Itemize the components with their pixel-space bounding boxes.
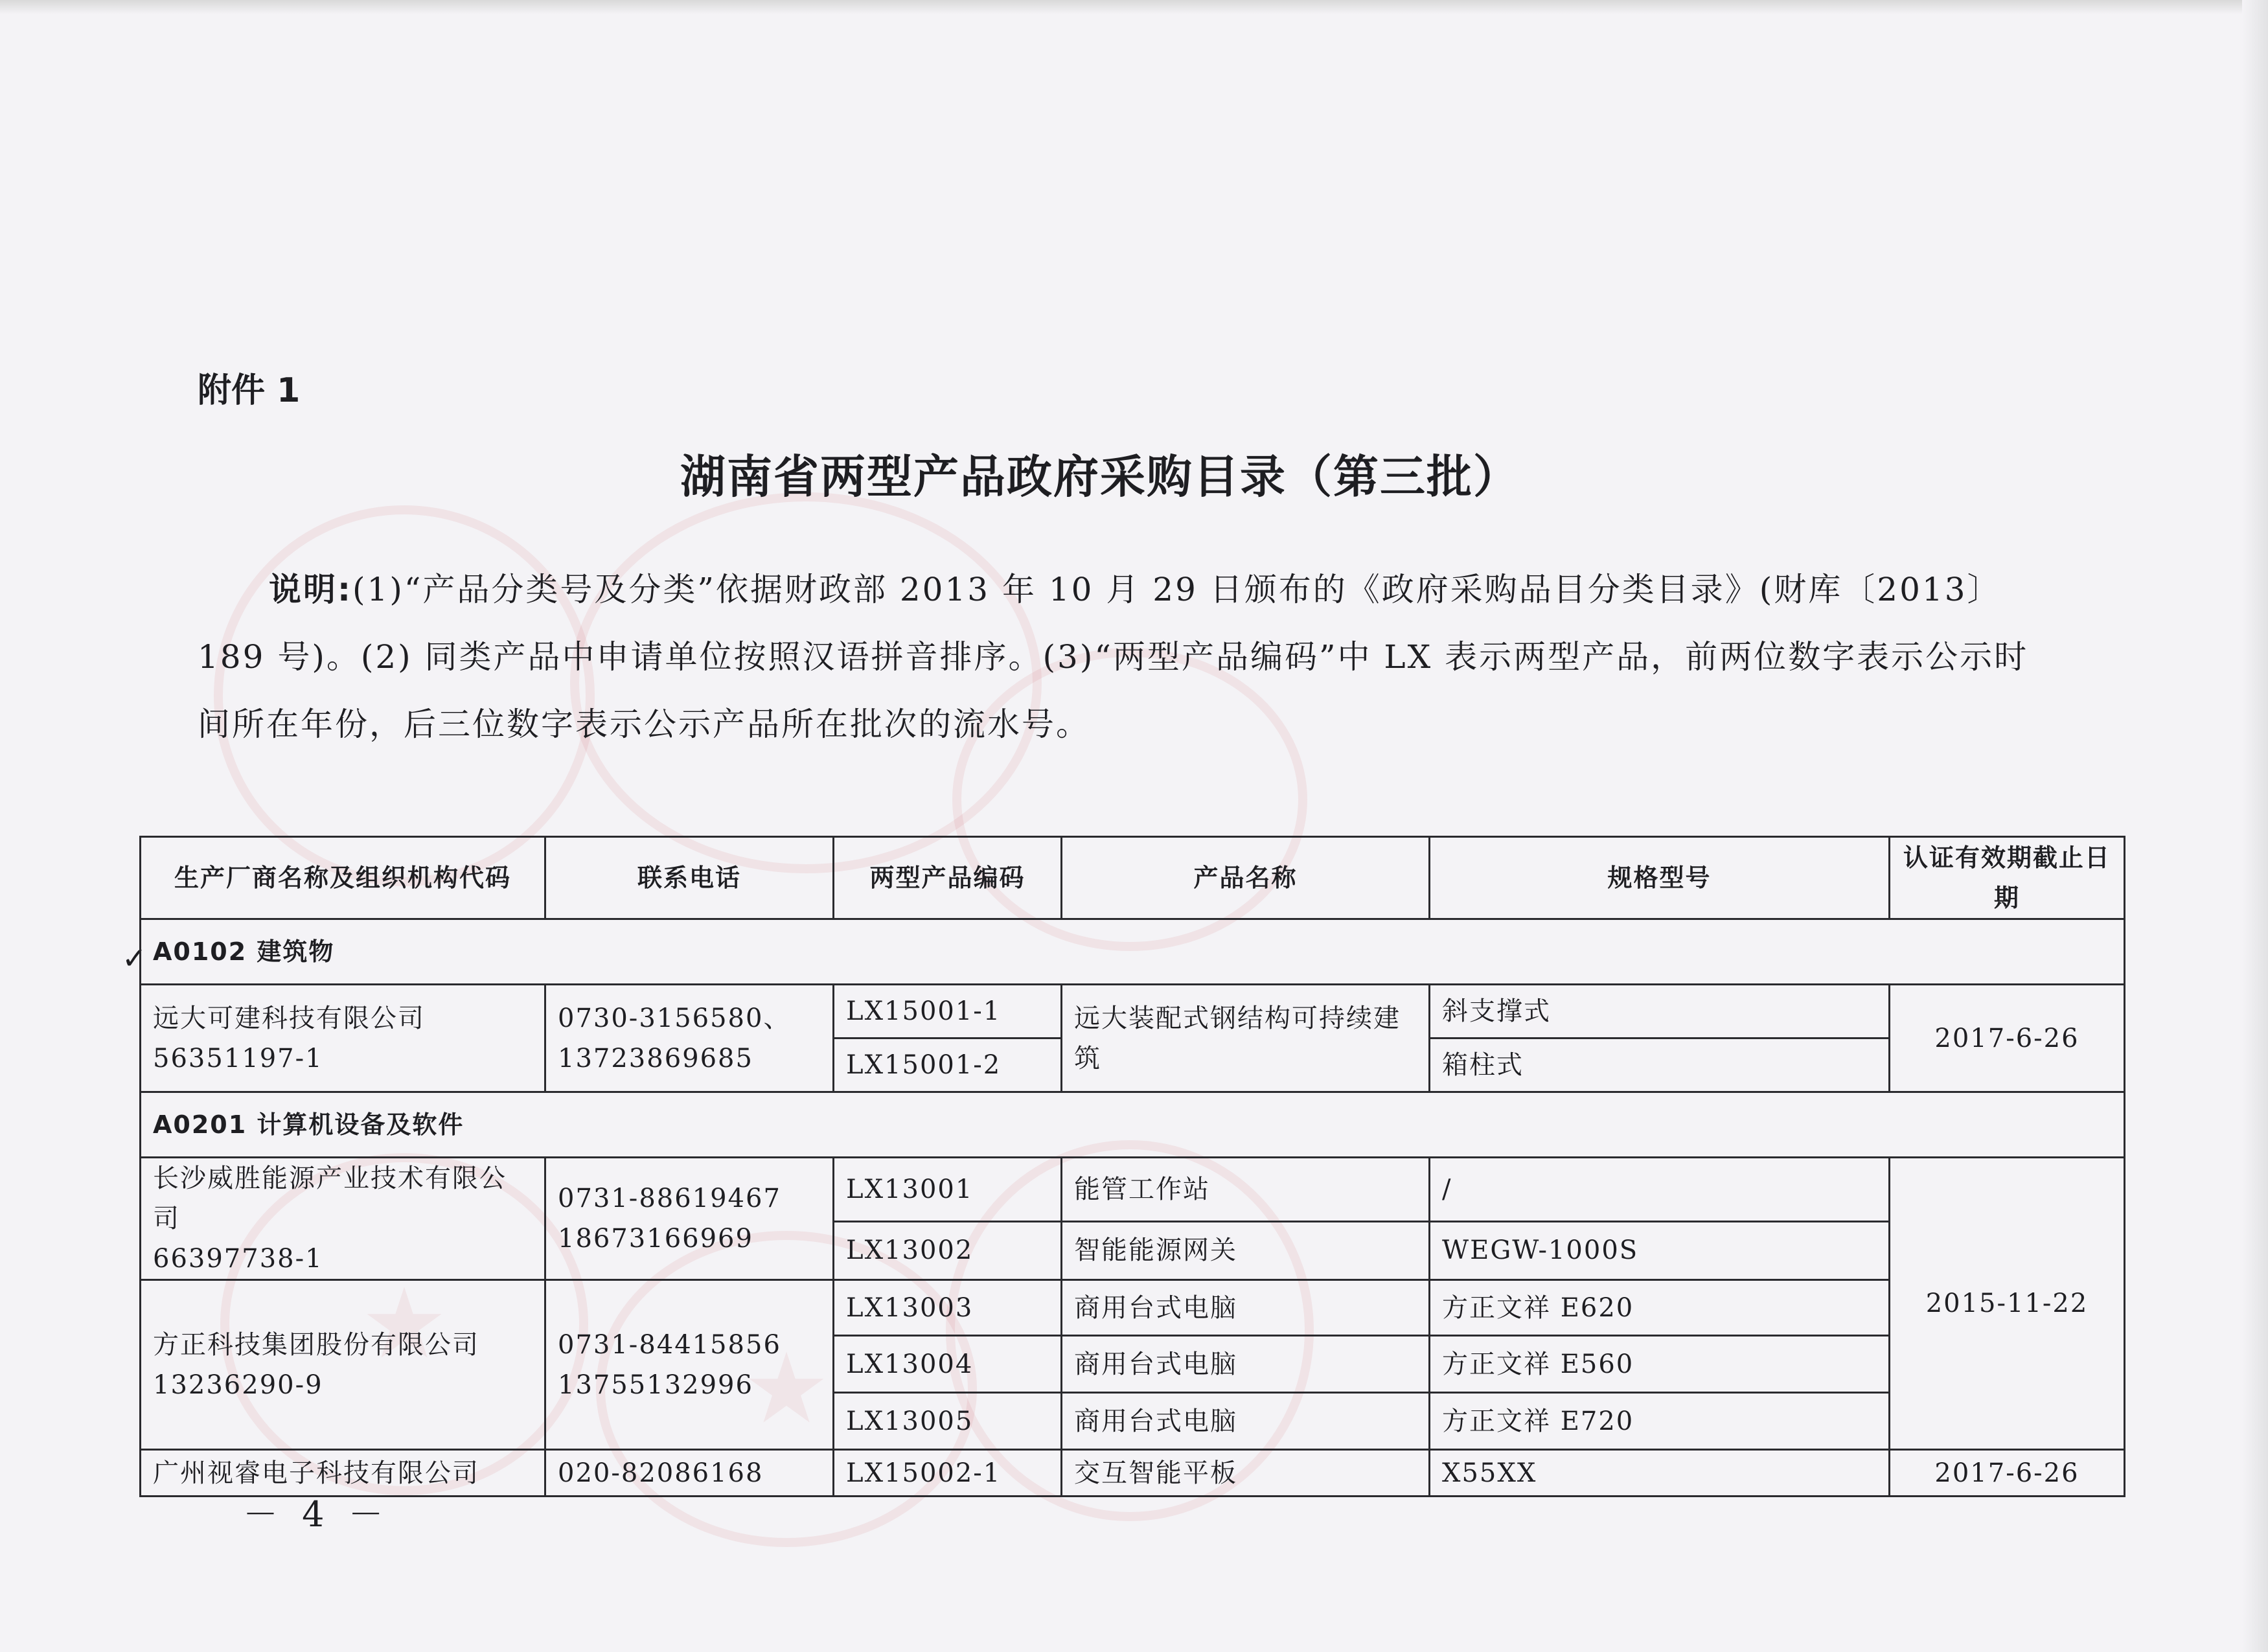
model-cell: / [1430,1158,1890,1222]
product-code: LX15002-1 [834,1450,1062,1497]
expiry-date: 2015-11-22 [1890,1158,2125,1450]
company-cell [141,1280,545,1450]
company-name: 长沙威胜能源产业技术有限公司 [153,1164,507,1233]
phone-line: 0731-88619467 [558,1184,781,1213]
table-row [141,1280,2125,1336]
product-name: 能管工作站 [1062,1158,1430,1222]
product-name: 智能能源网关 [1062,1221,1430,1279]
seal-star-icon: ★ [742,1333,830,1445]
product-name: 商用台式电脑 [1062,1336,1430,1393]
product-name: 远大装配式钢结构可持续建筑 [1062,985,1430,1092]
product-code: LX15001-1 [834,985,1062,1038]
category-label: A0201 计算机设备及软件 [141,1092,2125,1158]
seal-star-icon: ★ [360,1268,448,1381]
product-code: LX15001-2 [834,1038,1062,1092]
expiry-date: 2017-6-26 [1890,985,2125,1092]
category-row [141,1092,2125,1158]
phone-cell [545,1158,834,1280]
org-code: 66397738-1 [153,1244,323,1274]
table-row [141,1450,2125,1497]
scan-right-shadow [2242,0,2268,1652]
category-label: A0102 建筑物 [141,919,2125,985]
page-title: 湖南省两型产品政府采购目录（第三批） [680,450,1520,503]
model-cell: 箱柱式 [1430,1038,1890,1092]
company-name: 广州视睿电子科技有限公司 [141,1450,545,1497]
header-model: 规格型号 [1430,837,1890,919]
product-code: LX13004 [834,1336,1062,1393]
phone-cell [545,1280,834,1450]
header-company: 生产厂商名称及组织机构代码 [141,837,545,919]
product-code: LX13001 [834,1158,1062,1222]
catalog-table [139,836,2125,1497]
attachment-label: 附件 1 [198,371,301,410]
model-cell: X55XX [1430,1450,1890,1497]
company-name: 方正科技集团股份有限公司 [153,1329,479,1360]
phone-line: 0730-3156580、 [558,1003,791,1033]
model-cell: 方正文祥 E560 [1430,1336,1890,1393]
model-cell: WEGW-1000S [1430,1221,1890,1279]
page-number: － 4 － [243,1494,390,1535]
checkmark-icon: ✓ [122,941,147,976]
phone-line: 13755132996 [558,1370,753,1400]
product-name: 交互智能平板 [1062,1450,1430,1497]
phone-line: 13723869685 [558,1043,753,1073]
header-phone: 联系电话 [545,837,834,919]
product-name: 商用台式电脑 [1062,1393,1430,1450]
phone-line: 0731-84415856 [558,1329,781,1360]
company-name: 远大可建科技有限公司 [153,1003,425,1033]
scan-top-edge [0,0,2268,14]
org-code: 13236290-9 [153,1370,323,1400]
expiry-date: 2017-6-26 [1890,1450,2125,1497]
product-code: LX13003 [834,1280,1062,1336]
table-header-row [141,837,2125,919]
phone-line: 18673166969 [558,1224,753,1254]
note-label: 说明: [269,571,352,608]
table-row [141,1158,2125,1222]
product-name: 商用台式电脑 [1062,1280,1430,1336]
company-cell [141,985,545,1092]
category-row [141,919,2125,985]
phone-cell [545,985,834,1092]
product-code: LX13005 [834,1393,1062,1450]
model-cell: 方正文祥 E720 [1430,1393,1890,1450]
header-code: 两型产品编码 [834,837,1062,919]
header-product: 产品名称 [1062,837,1430,919]
note-text: (1)“产品分类号及分类”依据财政部 2013 年 10 月 29 日颁布的《政府采购品目分类目录》(财库〔2013〕189 号)。(2) 同类产品中申请单位按照汉语拼音排序。(3)“两型产品编码”中 LX 表示两型产品，前两位数字表示公示时间所在年份，后三位数字表示公示产品所在批次的流水号。 [198,571,2029,743]
note-paragraph [198,556,2057,758]
table-row [141,985,2125,1038]
header-expiry: 认证有效期截止日期 [1890,837,2125,919]
org-code: 56351197-1 [153,1043,323,1073]
model-cell: 方正文祥 E620 [1430,1280,1890,1336]
model-cell: 斜支撑式 [1430,985,1890,1038]
company-cell [141,1158,545,1280]
product-code: LX13002 [834,1221,1062,1279]
phone-cell: 020-82086168 [545,1450,834,1497]
